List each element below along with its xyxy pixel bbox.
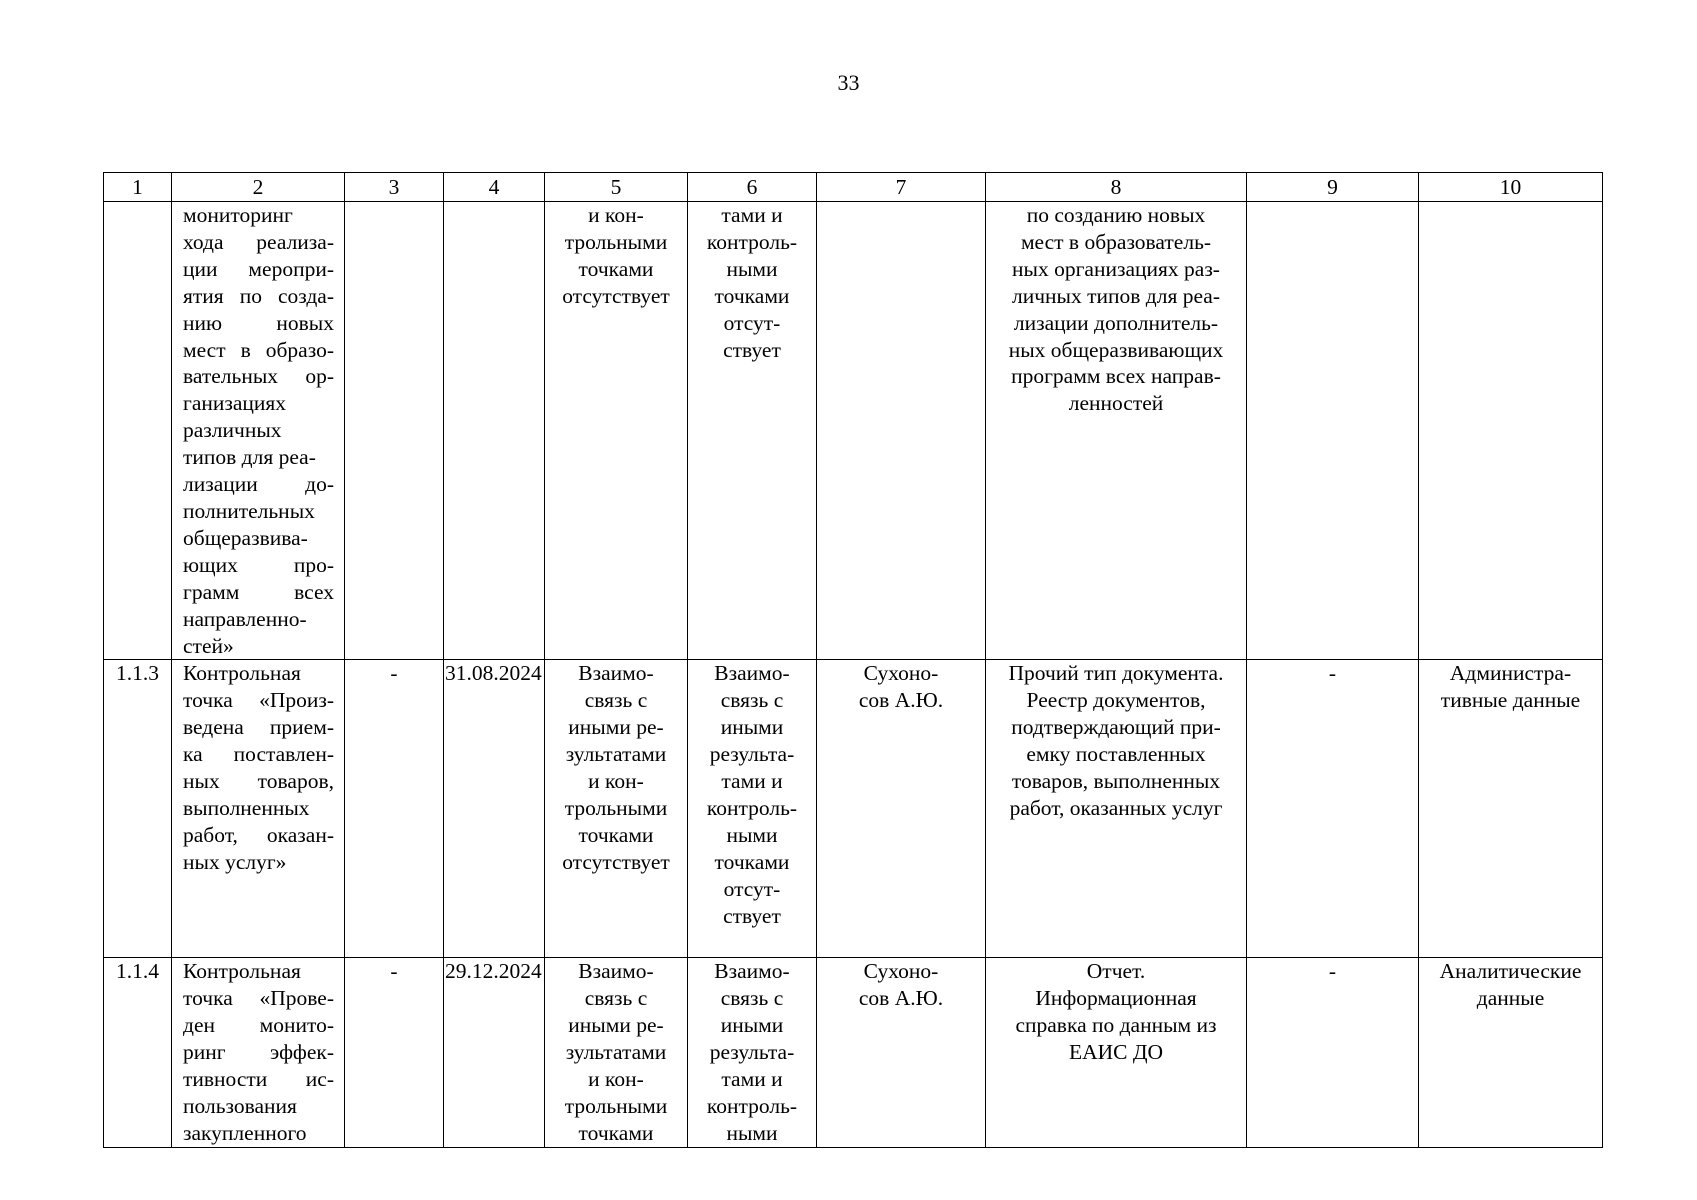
- cell-line: точками: [578, 256, 654, 281]
- cell-line: тивности ис-: [183, 1067, 334, 1092]
- cell-line: грамм всех: [183, 579, 334, 604]
- cell-line: ными: [726, 256, 778, 281]
- cell-line: стей»: [183, 633, 234, 658]
- cell-item-number: [104, 660, 172, 958]
- cell-line: ции меропри-: [183, 256, 334, 281]
- cell-col3: [345, 958, 444, 1147]
- column-number: 8: [986, 173, 1247, 202]
- cell-line: ленностей: [1068, 391, 1164, 416]
- cell-col3: [345, 660, 444, 958]
- cell-line: связь с: [720, 986, 784, 1011]
- column-number-row: [104, 173, 1603, 202]
- cell-responsible: [817, 958, 986, 1147]
- cell-line: Отчет.: [1086, 959, 1146, 984]
- cell-line: подтверждающий при-: [1011, 715, 1221, 740]
- cell-line: ка поставлен-: [183, 742, 334, 767]
- cell-line: и кон-: [588, 1067, 644, 1092]
- cell-text: 29.12.2024: [445, 959, 542, 984]
- cell-document-type: [986, 202, 1247, 660]
- cell-line: ными: [726, 1120, 778, 1145]
- cell-line: лизации до-: [183, 472, 334, 497]
- cell-line: закупленного: [183, 1120, 307, 1145]
- table-row: [104, 958, 1603, 1147]
- cell-line: ных организациях раз-: [1012, 256, 1220, 281]
- cell-item-number: [104, 958, 172, 1147]
- cell-line: Взаимо-: [714, 959, 790, 984]
- column-number: 6: [688, 173, 817, 202]
- cell-line: ных товаров,: [183, 769, 334, 794]
- cell-line: связь с: [720, 688, 784, 713]
- cell-line: точками: [714, 283, 790, 308]
- cell-line: ринг эффек-: [183, 1040, 334, 1065]
- cell-line: контроль-: [706, 1093, 798, 1118]
- cell-text: 31.08.2024: [445, 661, 542, 686]
- cell-line: Взаимо-: [714, 661, 790, 686]
- cell-line: отсут-: [723, 876, 781, 901]
- cell-data-source: [1419, 660, 1603, 958]
- cell-line: Прочий тип документа.: [1008, 661, 1224, 686]
- cell-line: Контрольная: [183, 661, 301, 686]
- cell-line: трольными: [564, 795, 668, 820]
- cell-text: -: [1328, 661, 1337, 686]
- cell-line: программ всех направ-: [1011, 364, 1221, 389]
- cell-line: личных типов для реа-: [1012, 283, 1220, 308]
- cell-line: трольными: [564, 229, 668, 254]
- cell-line: и кон-: [588, 769, 644, 794]
- column-number: 1: [104, 173, 172, 202]
- cell-date: [444, 202, 545, 660]
- cell-line: точками: [714, 849, 790, 874]
- cell-data-source: [1419, 958, 1603, 1147]
- cell-line: нию новых: [183, 310, 334, 335]
- cell-line: Взаимо-: [578, 959, 654, 984]
- cell-col3: [345, 202, 444, 660]
- cell-line: иными ре-: [568, 715, 664, 740]
- cell-date: [444, 958, 545, 1147]
- cell-line: лизации дополнитель-: [1013, 310, 1219, 335]
- cell-line: зультатами: [565, 742, 667, 767]
- cell-col9: [1247, 958, 1419, 1147]
- column-number: 2: [172, 173, 345, 202]
- table-row: [104, 660, 1603, 958]
- cell-line: Взаимо-: [578, 661, 654, 686]
- column-number: 10: [1419, 173, 1603, 202]
- cell-line: трольными: [564, 1093, 668, 1118]
- cell-line: результа-: [709, 742, 795, 767]
- cell-line: товаров, выполненных: [1011, 769, 1221, 794]
- cell-line: работ, оказанных услуг: [1009, 795, 1223, 820]
- cell-line: ганизациях: [183, 391, 287, 416]
- cell-relation-results: [545, 202, 688, 660]
- cell-text: -: [390, 959, 398, 984]
- cell-relation-results: [545, 660, 688, 958]
- cell-text: -: [390, 661, 398, 686]
- cell-line: полнительных: [183, 498, 315, 523]
- cell-line: направленно-: [183, 606, 307, 631]
- cell-line: ЕАИС ДО: [1068, 1040, 1164, 1065]
- cell-line: связь с: [584, 986, 648, 1011]
- cell-line: мест в образователь-: [1020, 229, 1212, 254]
- cell-line: емку поставленных: [1026, 742, 1206, 767]
- cell-line: ден монито-: [183, 1013, 334, 1038]
- cell-line: пользования: [183, 1093, 297, 1118]
- cell-description: [172, 958, 345, 1147]
- column-number: 3: [345, 173, 444, 202]
- cell-line: справка по данным из: [1015, 1013, 1217, 1038]
- table-row: [104, 202, 1603, 660]
- page-number: 33: [837, 70, 860, 95]
- cell-line: сов А.Ю.: [858, 688, 944, 713]
- cell-line: Администра-: [1449, 661, 1572, 686]
- cell-line: иными: [720, 1013, 784, 1038]
- cell-line: вательных ор-: [183, 364, 334, 389]
- cell-line: отсут-: [723, 310, 781, 335]
- cell-line: иными ре-: [568, 1013, 664, 1038]
- cell-relation-points: [688, 660, 817, 958]
- cell-col9: [1247, 202, 1419, 660]
- column-number: 9: [1247, 173, 1419, 202]
- cell-relation-results: [545, 958, 688, 1147]
- cell-relation-points: [688, 202, 817, 660]
- cell-line: ятия по созда-: [183, 283, 334, 308]
- cell-relation-points: [688, 958, 817, 1147]
- cell-line: Сухоно-: [863, 661, 939, 686]
- cell-description: [172, 660, 345, 958]
- cell-line: отсутствует: [562, 283, 670, 308]
- cell-line: зультатами: [565, 1040, 667, 1065]
- cell-line: ющих про-: [183, 552, 334, 577]
- cell-line: Аналитические: [1439, 959, 1582, 984]
- cell-line: тами и: [721, 769, 783, 794]
- cell-data-source: [1419, 202, 1603, 660]
- cell-text: -: [1328, 959, 1337, 984]
- cell-line: типов для реа-: [183, 445, 316, 470]
- cell-line: данные: [1476, 986, 1545, 1011]
- cell-line: точками: [578, 1120, 654, 1145]
- cell-line: мониторинг: [183, 203, 293, 227]
- cell-line: результа-: [709, 1040, 795, 1065]
- cell-line: связь с: [584, 688, 648, 713]
- cell-col9: [1247, 660, 1419, 958]
- cell-responsible: [817, 202, 986, 660]
- cell-line: выполненных: [183, 795, 310, 820]
- cell-line: различных: [183, 418, 282, 443]
- cell-line: ствует: [723, 337, 781, 362]
- cell-document-type: [986, 660, 1247, 958]
- cell-line: отсутствует: [562, 849, 670, 874]
- cell-line: ствует: [723, 903, 781, 928]
- cell-line: и кон-: [588, 203, 644, 227]
- cell-line: ных услуг»: [183, 849, 287, 874]
- cell-line: по созданию новых: [1026, 203, 1206, 227]
- cell-line: тами и: [721, 1067, 783, 1092]
- cell-responsible: [817, 660, 986, 958]
- cell-line: Сухоно-: [863, 959, 939, 984]
- column-number: 7: [817, 173, 986, 202]
- cell-line: ных общеразвивающих: [1008, 337, 1224, 362]
- cell-line: точками: [578, 822, 654, 847]
- cell-document-type: [986, 958, 1247, 1147]
- cell-line: иными: [720, 715, 784, 740]
- cell-description: [172, 202, 345, 660]
- cell-line: точка «Прове-: [183, 986, 334, 1011]
- cell-line: тами и: [721, 203, 783, 227]
- cell-text: 1.1.4: [116, 959, 159, 984]
- cell-item-number: [104, 202, 172, 660]
- cell-line: ведена прием-: [183, 715, 334, 740]
- column-number: 5: [545, 173, 688, 202]
- cell-line: сов А.Ю.: [858, 986, 944, 1011]
- cell-text: 1.1.3: [116, 661, 159, 686]
- cell-line: мест в образо-: [183, 337, 334, 362]
- cell-date: [444, 660, 545, 958]
- column-number: 4: [444, 173, 545, 202]
- cell-line: Контрольная: [183, 959, 301, 984]
- cell-line: точка «Произ-: [183, 688, 334, 713]
- cell-line: Реестр документов,: [1026, 688, 1206, 713]
- cell-line: контроль-: [706, 795, 798, 820]
- cell-line: тивные данные: [1440, 688, 1581, 713]
- cell-line: хода реализа-: [183, 229, 334, 254]
- cell-line: общеразвива-: [183, 525, 308, 550]
- cell-line: Информационная: [1035, 986, 1197, 1011]
- cell-line: контроль-: [706, 229, 798, 254]
- cell-line: ными: [726, 822, 778, 847]
- cell-line: работ, оказан-: [183, 822, 334, 847]
- plan-table: [103, 172, 1603, 1148]
